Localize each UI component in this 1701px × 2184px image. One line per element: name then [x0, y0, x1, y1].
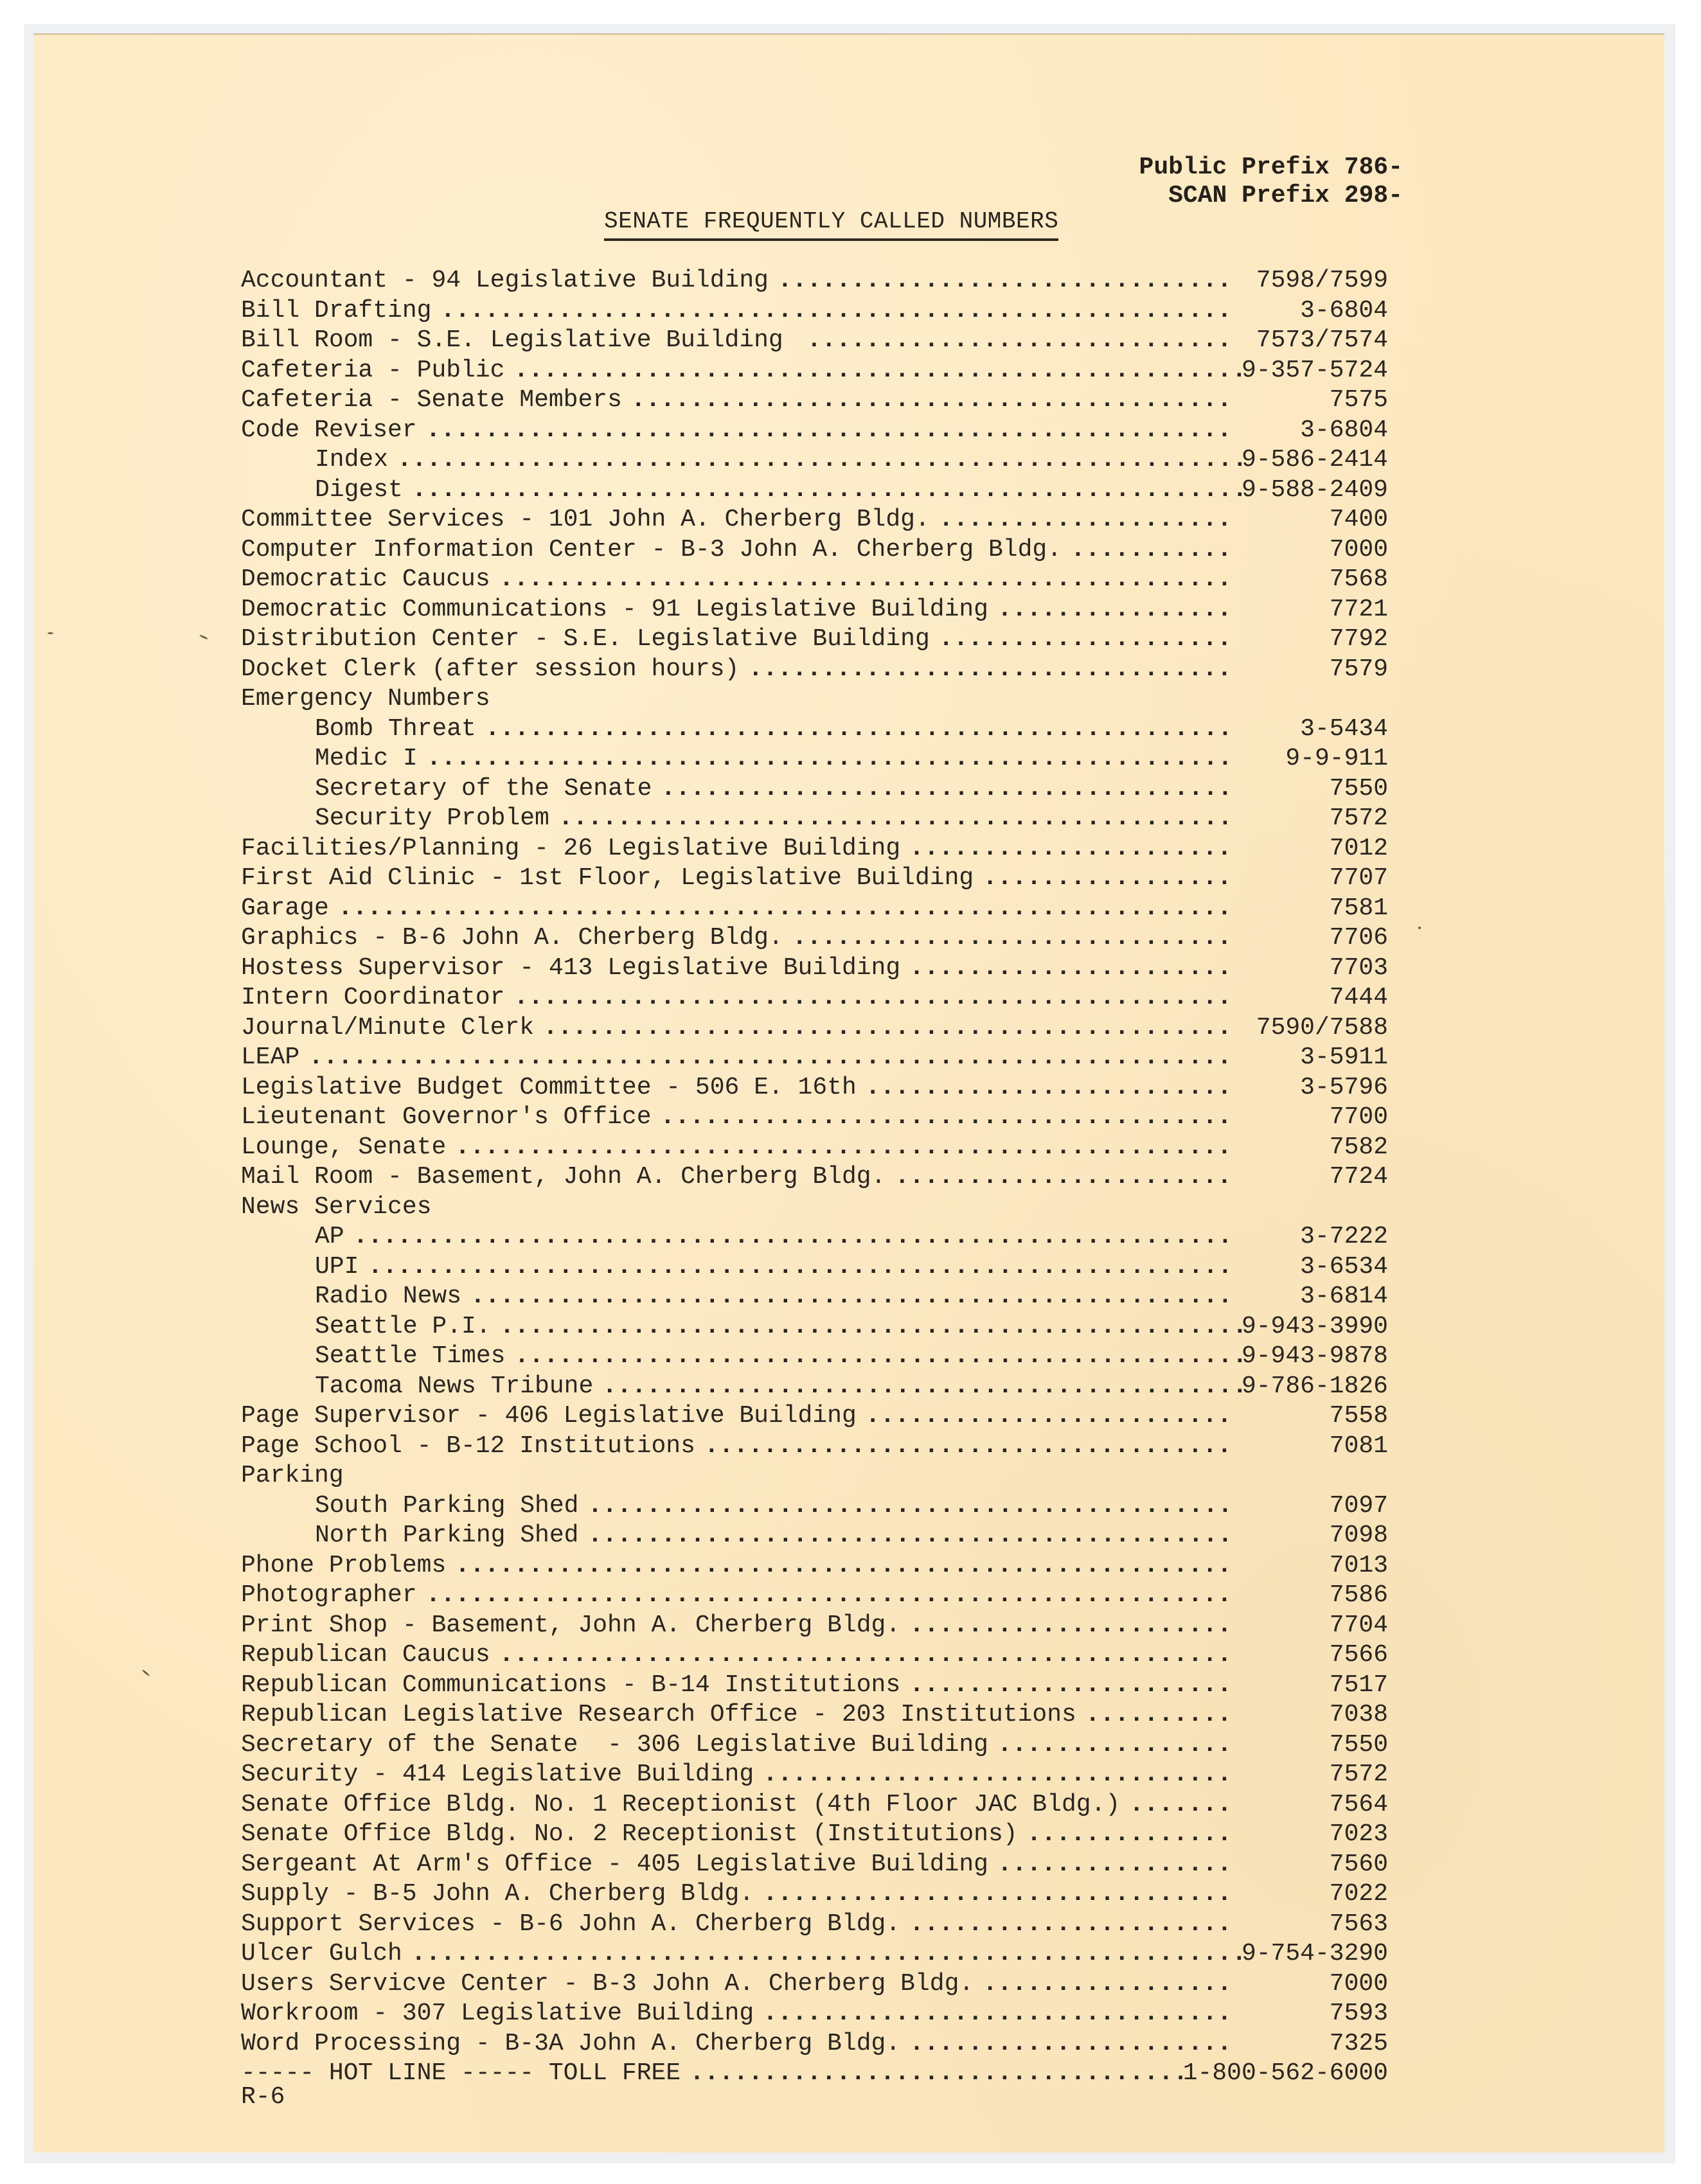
phone-number: 7572 [1329, 1761, 1388, 1788]
dot-leader [513, 356, 1241, 386]
entry-label: Print Shop - Basement, John A. Cherberg Bldg. [241, 1611, 901, 1639]
phone-number: 7022 [1329, 1880, 1388, 1908]
dot-leader [763, 1760, 1236, 1790]
dot-leader [368, 1252, 1236, 1283]
entry-label: Republican Communications - B-14 Institutions [241, 1671, 901, 1699]
entry-label: Tacoma News Tribune [315, 1372, 594, 1400]
section-heading [241, 684, 1388, 715]
entry-label: Lounge, Senate [241, 1133, 447, 1161]
directory-entry [241, 744, 1388, 774]
entry-label: Docket Clerk (after session hours) [241, 655, 740, 683]
dot-leader [353, 1222, 1236, 1252]
phone-number: 7038 [1329, 1701, 1388, 1728]
dot-leader [558, 804, 1236, 834]
dot-leader [997, 1730, 1236, 1761]
dot-leader [778, 266, 1236, 296]
directory-entry [241, 1790, 1388, 1820]
directory-entry [241, 1252, 1388, 1283]
dot-leader [602, 1372, 1242, 1402]
entry-label: Facilities/Planning - 26 Legislative Building [241, 834, 901, 862]
phone-number: 7598/7599 [1256, 267, 1388, 294]
phone-number: 7400 [1329, 506, 1388, 533]
directory-entry [241, 864, 1388, 894]
phone-number: 7560 [1329, 1850, 1388, 1878]
section-heading-label: Parking [241, 1462, 344, 1489]
directory-entry [241, 1850, 1388, 1880]
directory-entry [241, 1133, 1388, 1163]
phone-number: 7590/7588 [1256, 1013, 1388, 1042]
dot-leader [338, 894, 1236, 924]
dot-leader [997, 595, 1236, 625]
entry-label: Lieutenant Governor's Office [241, 1103, 652, 1131]
entry-label: Distribution Center - S.E. Legislative Building [241, 625, 930, 653]
entry-label: UPI [315, 1252, 359, 1281]
section-heading-label: News Services [241, 1193, 432, 1221]
entry-label: Page Supervisor - 406 Legislative Building [241, 1402, 857, 1430]
phone-number: 7517 [1329, 1671, 1388, 1699]
directory-entry [241, 475, 1388, 506]
phone-number: 7593 [1329, 2000, 1388, 2027]
dot-leader [939, 625, 1236, 655]
directory-entry [241, 386, 1388, 416]
entry-label: Mail Room - Basement, John A. Cherberg Bldg. [241, 1163, 886, 1191]
dot-leader [1071, 535, 1236, 565]
page-title: SENATE FREQUENTLY CALLED NUMBERS [604, 210, 1058, 241]
entry-label: Seattle Times [315, 1342, 506, 1370]
directory-entry [241, 595, 1388, 625]
directory-entry [241, 326, 1388, 356]
phone-number: 7563 [1329, 1910, 1388, 1938]
dot-leader [514, 1342, 1242, 1372]
phone-number: 7721 [1329, 595, 1388, 623]
phone-number: 7568 [1329, 565, 1388, 593]
phone-number: 7550 [1329, 1730, 1388, 1759]
entry-label: Security - 414 Legislative Building [241, 1761, 754, 1788]
entry-label: South Parking Shed [315, 1491, 579, 1520]
directory-entry [241, 1760, 1388, 1790]
entry-label: Senate Office Bldg. No. 1 Receptionist (4th Floor JAC Bldg.) [241, 1790, 1121, 1818]
entry-label: Accountant - 94 Legislative Building [241, 267, 769, 294]
phone-number: 1-800-562-6000 [1182, 2059, 1388, 2087]
directory-entry [241, 1879, 1388, 1910]
dot-leader [866, 1073, 1236, 1103]
directory-entry [241, 625, 1388, 655]
phone-directory-list [241, 266, 1388, 2089]
entry-label: Seattle P.I. [315, 1312, 491, 1340]
dot-leader [455, 1133, 1236, 1163]
entry-label: Senate Office Bldg. No. 2 Receptionist (Institutions) [241, 1820, 1018, 1848]
entry-label: Medic I [315, 745, 418, 772]
entry-label: Word Processing - B-3A John A. Cherberg Bldg. [241, 2029, 901, 2057]
entry-label: Secretary of the Senate - 306 Legislative Building [241, 1730, 988, 1759]
dot-leader [807, 326, 1236, 356]
dot-leader [470, 1282, 1236, 1312]
entry-label: Bill Drafting [241, 296, 432, 324]
entry-label: Democratic Caucus [241, 565, 490, 593]
paper-speck [142, 1669, 150, 1676]
directory-entry [241, 1013, 1388, 1043]
dot-leader [909, 834, 1236, 864]
phone-number: 3-6534 [1300, 1252, 1388, 1281]
entry-label: Sergeant At Arm's Office - 405 Legislative Building [241, 1850, 988, 1878]
entry-label: Page School - B-12 Institutions [241, 1432, 695, 1460]
dot-leader [983, 1969, 1236, 2000]
phone-number: 7703 [1329, 954, 1388, 982]
dot-leader [411, 1939, 1242, 1969]
directory-entry [241, 266, 1388, 296]
phone-number: 7564 [1329, 1790, 1388, 1818]
phone-number: 9-586-2414 [1241, 446, 1388, 474]
phone-number: 7579 [1329, 655, 1388, 683]
dot-leader [631, 386, 1236, 416]
dot-leader [909, 1671, 1236, 1701]
phone-number: 7550 [1329, 774, 1388, 803]
directory-entry [241, 1342, 1388, 1372]
directory-entry [241, 1312, 1388, 1342]
entry-label: Cafeteria - Public [241, 356, 505, 384]
scan-prefix: SCAN Prefix 298- [1168, 182, 1403, 209]
directory-entry [241, 1162, 1388, 1193]
phone-number: 7586 [1329, 1581, 1388, 1609]
directory-entry [241, 1043, 1388, 1073]
entry-label: Garage [241, 894, 329, 922]
dot-leader [909, 2029, 1236, 2059]
phone-number: 7573/7574 [1256, 326, 1388, 354]
phone-number: 7081 [1329, 1432, 1388, 1460]
directory-entry [241, 1611, 1388, 1641]
entry-label: Users Servicve Center - B-3 John A. Cherberg Bldg. [241, 1969, 974, 1998]
page-code: R-6 [241, 2083, 285, 2111]
phone-number: 7572 [1329, 804, 1388, 832]
dot-leader [397, 445, 1242, 475]
dot-leader [763, 1879, 1236, 1910]
phone-number: 7000 [1329, 535, 1388, 564]
directory-entry [241, 774, 1388, 804]
phone-number: 3-5911 [1300, 1043, 1388, 1071]
directory-entry [241, 655, 1388, 685]
entry-label: Workroom - 307 Legislative Building [241, 2000, 754, 2027]
directory-entry [241, 1282, 1388, 1312]
phone-number: 9-357-5724 [1241, 356, 1388, 384]
directory-entry [241, 1700, 1388, 1730]
entry-label: Secretary of the Senate [315, 774, 652, 803]
dot-leader [690, 2059, 1183, 2089]
directory-entry [241, 1521, 1388, 1551]
dot-leader [499, 1640, 1236, 1671]
phone-number: 7000 [1329, 1969, 1388, 1998]
dot-leader [983, 864, 1236, 894]
dot-leader [763, 1999, 1236, 2029]
directory-entry [241, 445, 1388, 475]
directory-entry [241, 1551, 1388, 1581]
phone-number: 3-6804 [1300, 296, 1388, 324]
directory-entry [241, 296, 1388, 326]
dot-leader [1129, 1790, 1236, 1820]
phone-number: 9-943-3990 [1241, 1312, 1388, 1340]
dot-leader [543, 1013, 1236, 1043]
paper-speck [1418, 927, 1421, 929]
dot-leader [513, 983, 1236, 1013]
document-page [33, 33, 1664, 2153]
directory-entry [241, 416, 1388, 446]
directory-entry [241, 804, 1388, 834]
dot-leader [426, 416, 1236, 446]
phone-number: 3-6814 [1300, 1283, 1388, 1310]
phone-number: 9-754-3290 [1241, 1940, 1388, 1967]
directory-entry [241, 1820, 1388, 1850]
directory-entry [241, 505, 1388, 535]
directory-entry [241, 1103, 1388, 1133]
section-heading [241, 1193, 1388, 1223]
dot-leader [704, 1432, 1236, 1462]
directory-entry [241, 1671, 1388, 1701]
phone-number: 7444 [1329, 984, 1388, 1011]
directory-entry [241, 1073, 1388, 1103]
entry-label: Democratic Communications - 91 Legislative Building [241, 595, 988, 623]
directory-entry [241, 1910, 1388, 1940]
phone-number: 7724 [1329, 1163, 1388, 1191]
phone-number: 3-6804 [1300, 416, 1388, 444]
phone-number: 7013 [1329, 1551, 1388, 1579]
phone-number: 7581 [1329, 894, 1388, 922]
dot-leader [748, 655, 1236, 685]
directory-entry [241, 834, 1388, 864]
dot-leader [587, 1521, 1236, 1551]
section-heading-label: Emergency Numbers [241, 685, 490, 713]
dot-leader [499, 565, 1236, 595]
dot-leader [308, 1043, 1236, 1073]
phone-number: 7023 [1329, 1820, 1388, 1848]
public-prefix: Public Prefix 786- [1139, 154, 1403, 181]
paper-speck [48, 632, 53, 634]
dot-leader [427, 744, 1236, 774]
dot-leader [939, 505, 1236, 535]
dot-leader [997, 1850, 1236, 1880]
entry-label: AP [315, 1223, 344, 1250]
dot-leader [909, 954, 1236, 984]
dot-leader [1085, 1700, 1236, 1730]
directory-entry [241, 715, 1388, 745]
entry-label: Ulcer Gulch [241, 1940, 402, 1967]
dot-leader [661, 1103, 1236, 1133]
directory-entry [241, 1640, 1388, 1671]
directory-entry [241, 894, 1388, 924]
dot-leader [1027, 1820, 1236, 1850]
phone-number: 7575 [1329, 386, 1388, 414]
dot-leader [866, 1401, 1236, 1432]
phone-number: 7098 [1329, 1522, 1388, 1549]
phone-number: 3-5796 [1300, 1073, 1388, 1101]
phone-number: 7706 [1329, 924, 1388, 952]
phone-number: 3-5434 [1300, 715, 1388, 743]
dot-leader [440, 296, 1236, 326]
entry-label: Bill Room - S.E. Legislative Building [241, 326, 798, 354]
directory-entry [241, 1432, 1388, 1462]
dot-leader [485, 715, 1236, 745]
entry-label: Support Services - B-6 John A. Cherberg Bldg. [241, 1910, 901, 1938]
phone-number: 7325 [1329, 2029, 1388, 2057]
entry-label: Security Problem [315, 804, 549, 832]
entry-label: Republican Legislative Research Office - 203 Institutions [241, 1701, 1076, 1728]
entry-label: Republican Caucus [241, 1641, 490, 1669]
entry-label: Phone Problems [241, 1551, 447, 1579]
dot-leader [587, 1491, 1236, 1522]
entry-label: Supply - B-5 John A. Cherberg Bldg. [241, 1880, 754, 1908]
dot-leader [426, 1581, 1236, 1611]
phone-number: 3-7222 [1300, 1223, 1388, 1250]
entry-label: Legislative Budget Committee - 506 E. 16th [241, 1073, 857, 1101]
dot-leader [909, 1611, 1236, 1641]
entry-label: ----- HOT LINE ----- TOLL FREE [241, 2059, 681, 2087]
phone-number: 7012 [1329, 834, 1388, 862]
section-heading [241, 1461, 1388, 1491]
directory-entry [241, 1999, 1388, 2029]
dot-leader [895, 1162, 1236, 1193]
directory-entry [241, 565, 1388, 595]
entry-label: LEAP [241, 1043, 300, 1071]
phone-number: 9-9-911 [1285, 745, 1388, 772]
phone-number: 7582 [1329, 1133, 1388, 1161]
entry-label: Hostess Supervisor - 413 Legislative Building [241, 954, 901, 982]
entry-label: Index [315, 446, 389, 474]
entry-label: Radio News [315, 1283, 462, 1310]
directory-entry [241, 1372, 1388, 1402]
phone-number: 7097 [1329, 1491, 1388, 1520]
directory-entry [241, 954, 1388, 984]
phone-number: 7566 [1329, 1641, 1388, 1669]
phone-number: 7792 [1329, 625, 1388, 653]
directory-entry [241, 1730, 1388, 1761]
dot-leader [661, 774, 1237, 804]
directory-entry [241, 356, 1388, 386]
phone-number: 7558 [1329, 1402, 1388, 1430]
directory-entry [241, 1939, 1388, 1969]
dot-leader [500, 1312, 1242, 1342]
entry-label: First Aid Clinic - 1st Floor, Legislative Building [241, 864, 974, 892]
directory-entry [241, 983, 1388, 1013]
entry-label: Digest [315, 475, 403, 504]
entry-label: Computer Information Center - B-3 John A. Cherberg Bldg. [241, 535, 1062, 564]
phone-number: 9-588-2409 [1241, 475, 1388, 504]
entry-label: Journal/Minute Clerk [241, 1013, 535, 1042]
entry-label: Graphics - B-6 John A. Cherberg Bldg. [241, 924, 783, 952]
entry-label: Cafeteria - Senate Members [241, 386, 622, 414]
entry-label: Committee Services - 101 John A. Cherberg Bldg. [241, 506, 930, 533]
dot-leader [792, 923, 1236, 954]
directory-entry [241, 1491, 1388, 1522]
dot-leader [412, 475, 1242, 506]
directory-entry [241, 1581, 1388, 1611]
directory-entry [241, 923, 1388, 954]
phone-number: 7704 [1329, 1611, 1388, 1639]
directory-entry [241, 1222, 1388, 1252]
entry-label: Code Reviser [241, 416, 417, 444]
dot-leader [455, 1551, 1236, 1581]
directory-entry [241, 1401, 1388, 1432]
entry-label: Bomb Threat [315, 715, 476, 743]
entry-label: Photographer [241, 1581, 417, 1609]
directory-entry [241, 535, 1388, 565]
phone-number: 7707 [1329, 864, 1388, 892]
directory-entry [241, 2059, 1388, 2089]
phone-number: 7700 [1329, 1103, 1388, 1131]
directory-entry [241, 1969, 1388, 2000]
dot-leader [909, 1910, 1236, 1940]
entry-label: North Parking Shed [315, 1522, 579, 1549]
phone-number: 9-943-9878 [1241, 1342, 1388, 1370]
phone-number: 9-786-1826 [1241, 1372, 1388, 1400]
entry-label: Intern Coordinator [241, 984, 505, 1011]
directory-entry [241, 2029, 1388, 2059]
paper-speck [199, 634, 208, 640]
